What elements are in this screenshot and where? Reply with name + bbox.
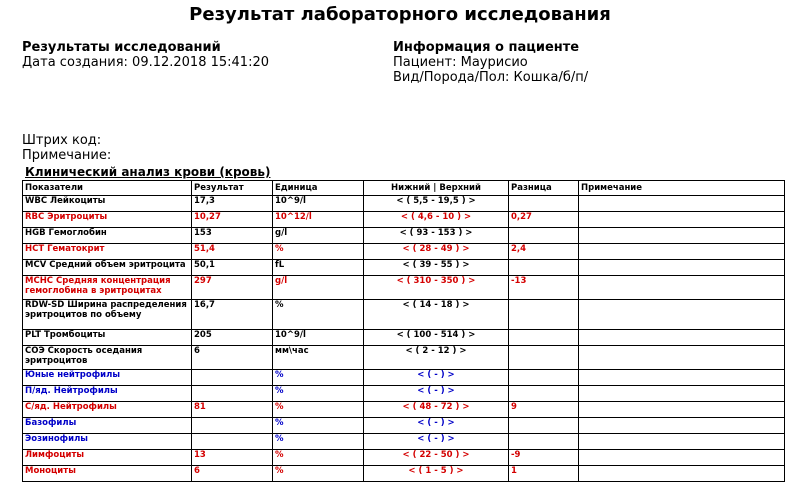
cell-note: [579, 346, 785, 370]
cell-note: [579, 300, 785, 330]
table-row: [23, 386, 785, 402]
cell-result: 81: [192, 402, 273, 418]
cell-result: [192, 418, 273, 434]
cell-note: [579, 450, 785, 466]
cell-name: Юные нейтрофилы: [23, 370, 192, 386]
cell-result: 13: [192, 450, 273, 466]
results-header: Результаты исследований: [22, 40, 221, 55]
cell-unit: 10^9/l: [273, 330, 364, 346]
column-header: Результат: [192, 181, 273, 196]
cell-range: < ( - ) >: [364, 370, 509, 386]
patient-info: [393, 40, 588, 85]
cell-unit: fL: [273, 260, 364, 276]
cell-unit: %: [273, 370, 364, 386]
cell-name: Моноциты: [23, 466, 192, 482]
cell-range: < ( 48 - 72 ) >: [364, 402, 509, 418]
table-header-row: [23, 181, 785, 196]
cell-result: 153: [192, 228, 273, 244]
cell-name: MCV Средний объем эритроцита: [23, 260, 192, 276]
cell-unit: 10^12/l: [273, 212, 364, 228]
cell-range: < ( 1 - 5 ) >: [364, 466, 509, 482]
cell-unit: %: [273, 434, 364, 450]
cell-range: < ( 22 - 50 ) >: [364, 450, 509, 466]
cell-name: Базофилы: [23, 418, 192, 434]
cell-range: < ( - ) >: [364, 434, 509, 450]
cell-range: < ( 2 - 12 ) >: [364, 346, 509, 370]
cell-name: PLT Тромбоциты: [23, 330, 192, 346]
cell-result: 17,3: [192, 196, 273, 212]
cell-result: 297: [192, 276, 273, 300]
cell-unit: %: [273, 402, 364, 418]
cell-name: RBC Эритроциты: [23, 212, 192, 228]
cell-result: [192, 434, 273, 450]
patient-header: Информация о пациенте: [393, 40, 580, 55]
cell-unit: %: [273, 418, 364, 434]
cell-unit: %: [273, 466, 364, 482]
cell-range: < ( - ) >: [364, 418, 509, 434]
cell-diff: [509, 300, 579, 330]
cell-unit: 10^9/l: [273, 196, 364, 212]
cell-note: [579, 418, 785, 434]
cell-range: < ( 4,6 - 10 ) >: [364, 212, 509, 228]
cell-name: П/яд. Нейтрофилы: [23, 386, 192, 402]
table-row: [23, 466, 785, 482]
patient-species: Вид/Порода/Пол: Кошка/б/п/: [393, 70, 589, 85]
results-table: [22, 180, 785, 482]
cell-range: < ( 39 - 55 ) >: [364, 260, 509, 276]
page-title: Результат лабораторного исследования: [189, 4, 611, 25]
cell-result: 6: [192, 346, 273, 370]
results-info: [22, 40, 269, 70]
table-row: [23, 244, 785, 260]
cell-range: < ( 100 - 514 ) >: [364, 330, 509, 346]
column-header: Единица: [273, 181, 364, 196]
cell-note: [579, 402, 785, 418]
table-row: [23, 276, 785, 300]
cell-diff: [509, 228, 579, 244]
table-row: [23, 330, 785, 346]
table-row: [23, 434, 785, 450]
table-row: [23, 228, 785, 244]
cell-diff: 2,4: [509, 244, 579, 260]
cell-range: < ( 93 - 153 ) >: [364, 228, 509, 244]
cell-diff: 0,27: [509, 212, 579, 228]
extra-info: [22, 133, 111, 163]
column-header: Нижний | Верхний: [364, 181, 509, 196]
cell-result: 50,1: [192, 260, 273, 276]
cell-note: [579, 330, 785, 346]
cell-note: [579, 434, 785, 450]
cell-unit: %: [273, 450, 364, 466]
cell-diff: [509, 196, 579, 212]
cell-diff: [509, 260, 579, 276]
cell-diff: 1: [509, 466, 579, 482]
cell-result: 10,27: [192, 212, 273, 228]
table-row: [23, 370, 785, 386]
cell-diff: [509, 346, 579, 370]
cell-result: [192, 386, 273, 402]
cell-result: 51,4: [192, 244, 273, 260]
cell-note: [579, 244, 785, 260]
cell-diff: [509, 434, 579, 450]
cell-name: СОЭ Скорость оседания эритроцитов: [23, 346, 192, 370]
table-row: [23, 450, 785, 466]
barcode-label: Штрих код:: [22, 133, 102, 148]
cell-unit: мм\час: [273, 346, 364, 370]
cell-name: RDW-SD Ширина распределения эритроцитов по объему: [23, 300, 192, 330]
table-row: [23, 402, 785, 418]
patient-name: Пациент: Маурисио: [393, 55, 528, 70]
cell-diff: [509, 330, 579, 346]
cell-result: 16,7: [192, 300, 273, 330]
cell-name: Лимфоциты: [23, 450, 192, 466]
cell-note: [579, 228, 785, 244]
cell-range: < ( 14 - 18 ) >: [364, 300, 509, 330]
cell-unit: %: [273, 244, 364, 260]
cell-note: [579, 370, 785, 386]
cell-unit: g/l: [273, 228, 364, 244]
cell-range: < ( - ) >: [364, 386, 509, 402]
column-header: Примечание: [579, 181, 785, 196]
cell-note: [579, 212, 785, 228]
table-row: [23, 346, 785, 370]
cell-diff: -13: [509, 276, 579, 300]
table-row: [23, 196, 785, 212]
cell-name: HGB Гемоглобин: [23, 228, 192, 244]
cell-note: [579, 386, 785, 402]
cell-name: MCHC Средняя концентрация гемоглобина в эритроцитах: [23, 276, 192, 300]
cell-note: [579, 466, 785, 482]
column-header: Разница: [509, 181, 579, 196]
cell-note: [579, 196, 785, 212]
cell-note: [579, 276, 785, 300]
cell-range: < ( 28 - 49 ) >: [364, 244, 509, 260]
cell-name: С/яд. Нейтрофилы: [23, 402, 192, 418]
section-title: Клинический анализ крови (кровь): [25, 165, 271, 179]
cell-diff: 9: [509, 402, 579, 418]
note-label: Примечание:: [22, 148, 112, 163]
table-row: [23, 300, 785, 330]
cell-unit: %: [273, 386, 364, 402]
cell-note: [579, 260, 785, 276]
cell-diff: [509, 418, 579, 434]
cell-range: < ( 310 - 350 ) >: [364, 276, 509, 300]
cell-unit: g/l: [273, 276, 364, 300]
cell-range: < ( 5,5 - 19,5 ) >: [364, 196, 509, 212]
cell-result: 6: [192, 466, 273, 482]
cell-name: WBC Лейкоциты: [23, 196, 192, 212]
cell-name: Эозинофилы: [23, 434, 192, 450]
table-row: [23, 212, 785, 228]
cell-unit: %: [273, 300, 364, 330]
cell-result: [192, 370, 273, 386]
created-date: Дата создания: 09.12.2018 15:41:20: [22, 55, 269, 70]
cell-diff: -9: [509, 450, 579, 466]
table-row: [23, 260, 785, 276]
table-row: [23, 418, 785, 434]
column-header: Показатели: [23, 181, 192, 196]
cell-diff: [509, 370, 579, 386]
cell-name: HCT Гематокрит: [23, 244, 192, 260]
cell-result: 205: [192, 330, 273, 346]
cell-diff: [509, 386, 579, 402]
